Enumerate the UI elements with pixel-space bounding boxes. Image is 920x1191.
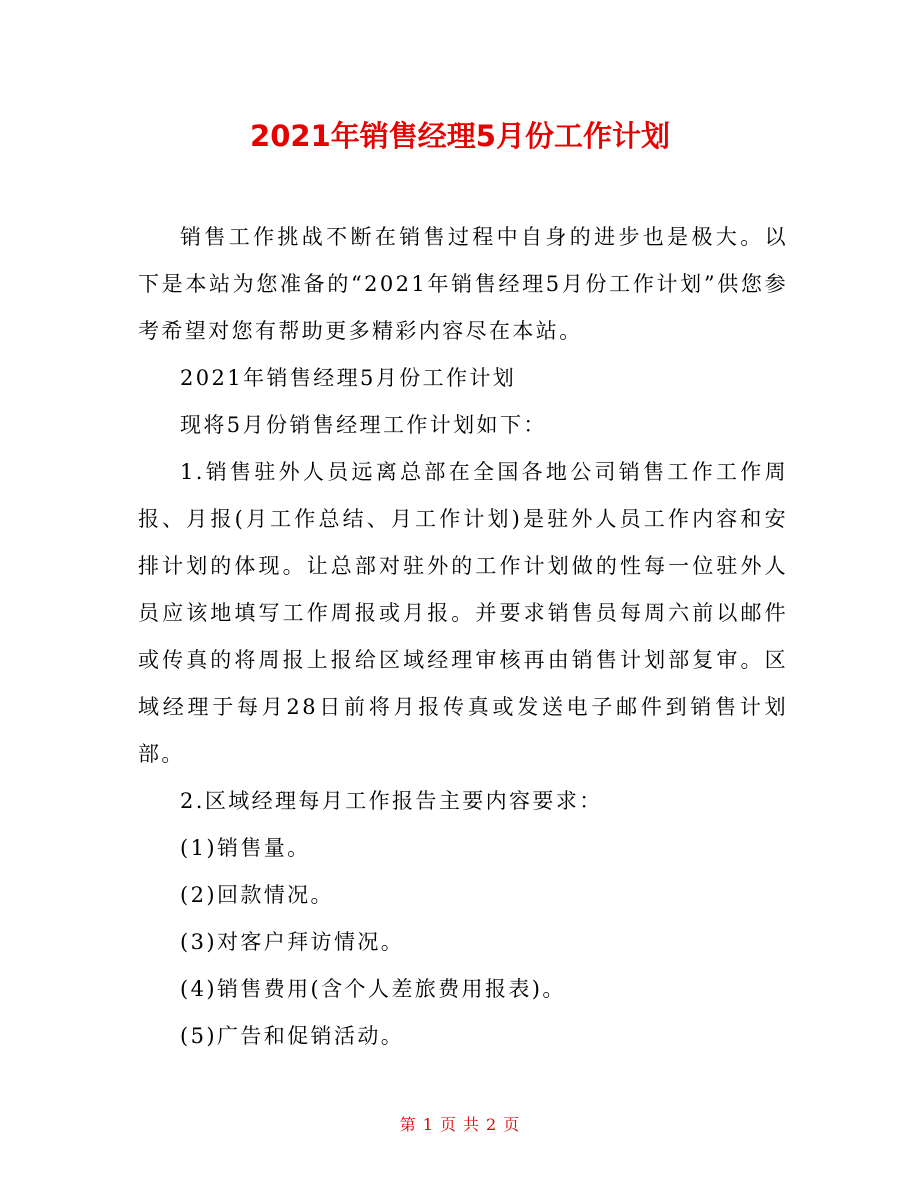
footer-mid: 页 共 [439,1115,481,1134]
paragraph-item-1: 1.销售驻外人员远离总部在全国各地公司销售工作工作周报、月报(月工作总结、月工作计划)是驻外人员工作内容和安排计划的体现。让总部对驻外的工作计划做的性每一位驻外人员应该地填写工作周报或月报。并要求销售员每周六前以邮件或传真的将周报上报给区域经理审核再由销售计划部复审。区域经理于每月28日前将月报传真或发送电子邮件到销售计划部。 [138,460,788,766]
footer-prefix: 第 [399,1115,417,1134]
document-title: 2021年销售经理5月份工作计划 [250,119,670,153]
list-item-collections: (2)回款情况。 [180,883,334,907]
list-item-sales-volume: (1)销售量。 [180,836,311,860]
footer-current-page: 1 [422,1115,434,1134]
list-item-ads-promotions: (5)广告和促销活动。 [180,1024,405,1048]
paragraph-lead: 现将5月份销售经理工作计划如下： [180,413,547,437]
footer-total-pages: 2 [486,1115,498,1134]
list-item-sales-expenses: (4)销售费用(含个人差旅费用报表)。 [180,977,566,1001]
paragraph-intro: 销售工作挑战不断在销售过程中自身的进步也是极大。以下是本站为您准备的“2021年销售经理5月份工作计划”供您参考希望对您有帮助更多精彩内容尽在本站。 [138,225,788,343]
paragraph-item-2: 2.区域经理每月工作报告主要内容要求： [180,789,603,813]
list-item-customer-visits: (3)对客户拜访情况。 [180,930,405,954]
document-body [138,214,788,1060]
page-footer [0,1114,920,1136]
footer-suffix: 页 [503,1115,521,1134]
paragraph-subtitle: 2021年销售经理5月份工作计划 [180,366,517,390]
